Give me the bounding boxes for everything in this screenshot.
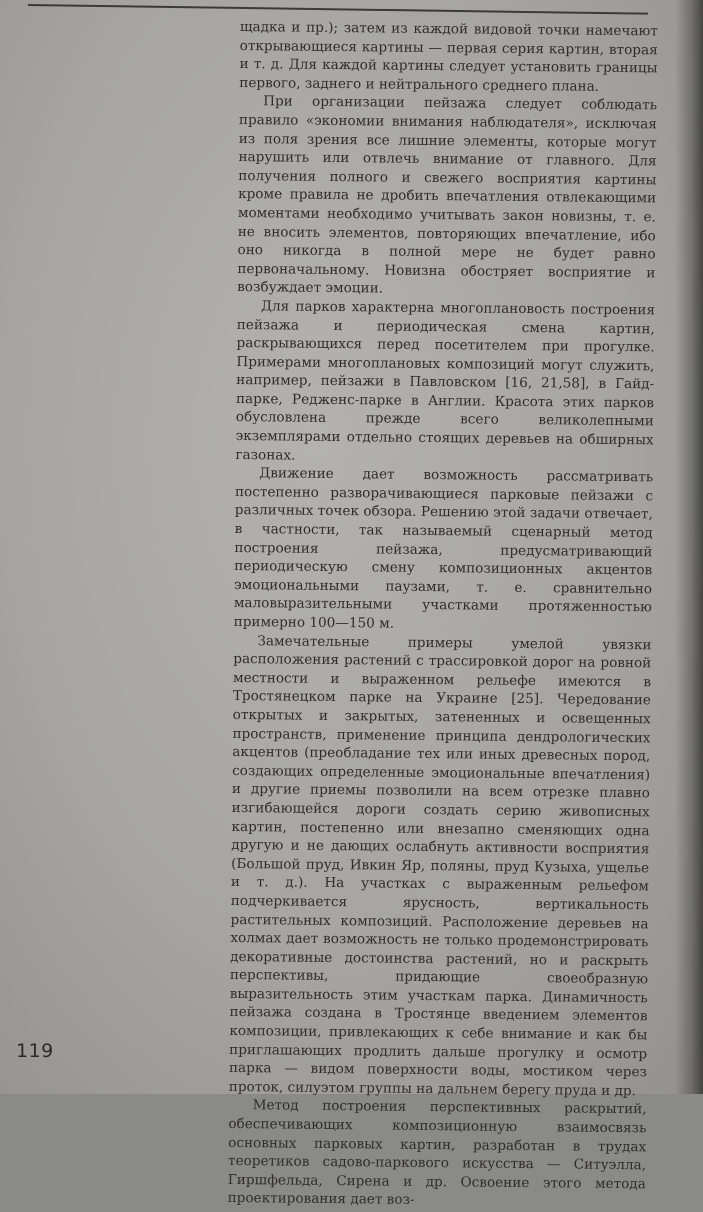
paragraph-continuation: щадка и пр.); затем из каждой видовой точки намечают открывающиеся картины — первая серия картин, вторая и т. д. Для каждой картины следует установить границы первого, заднего и нейтрального среднего плана. (239, 18, 658, 95)
paragraph-economy-of-attention: При организации пейзажа следует соблюдать правило «экономии внимания наблюдателя», исключая из поля зрения все лишние элементы, которые могут нарушить или отвлечь внимание от главного. Для получения полного и свежего восприятия картины кроме правила не дробить впечатления отвлекающими моментами необходимо учитывать закон новизны, т. е. не вносить элементов, повторяющих впечатление, ибо оно никогда в полной мере не будет равно первоначальному. Новизна обостряет восприятие и возбуждает эмоции. (237, 93, 658, 297)
top-rule (28, 4, 648, 15)
paragraph-scenario-method: Движение дает возможность рассматривать постепенно разворачивающиеся парковые пейзажи с различных точек обзора. Решению этой задачи отвечает, в частности, так называемый сценарный метод построения пейзажа, предусматривающий периодическую смену композиционных акцентов эмоциональными паузами, т. е. сравнительно маловыразительными участками протяженностью примерно 100—150 м. (233, 465, 654, 632)
paragraph-multi-plan-parks: Для парков характерна многоплановость построения пейзажа и периодическая смена картин, раскрывающихся перед посетителем при прогулке. Примерами многоплановых композиций могут служить, например, пейзажи в Павловском [16, 21,58], в Гайд-парке, Редженс-парке в Англии. Красота этих парков обусловлена прежде всего великолепными экземплярами отдельно стоящих деревьев на обширных газонах. (235, 298, 656, 464)
paragraph-trostyanets-park: Замечательные примеры умелой увязки расположения растений с трассировкой дорог на ровной местности и выраженном рельефе имеются в Тростянецком парке на Украине [25]. Чередование открытых и закрытых, затененных и освещенных пространств, применение принципа дендрологических акцентов (преобладание тех или иных древесных пород, создающих определенные эмоциональные впечатления) и другие приемы позволили на всем отрезке плавно изгибающейся дороги создать серию живописных картин, постепенно или внезапно сменяющих одна другую и не дающих ослабнуть активности восприятия (Большой пруд, Ивкин Яр, поляны, пруд Кузыха, ущелье и т. д.). На участках с выраженным рельефом подчеркивается ярусность, вертикальность растительных композиций. Расположение деревьев на холмах дает возможность не только продемонстрировать декоративные достоинства растений, но и раскрыть перспективы, придающие своеобразную выразительность этим участкам парка. Динамичность пейзажа создана в Тростянце введением элементов композиции, привлекающих к себе внимание и как бы приглашающих продлить дальше прогулку и осмотр парка — видом поверхности воды, мостиком через проток, силуэтом группы на дальнем берегу пруда и др. (228, 632, 652, 1100)
paragraph-perspective-method: Метод построения перспективных раскрытий, обеспечивающих композиционную взаимосвязь основных парковых картин, разработан в трудах теоретиков садово-паркового искусства — Ситуэлла, Гиршфельда, Сирена и др. Освоение этого метода проектирования дает воз- (227, 1097, 647, 1209)
page-number: 119 (16, 1040, 54, 1062)
body-text (228, 18, 658, 1212)
page-gutter-shadow (675, 0, 703, 1094)
